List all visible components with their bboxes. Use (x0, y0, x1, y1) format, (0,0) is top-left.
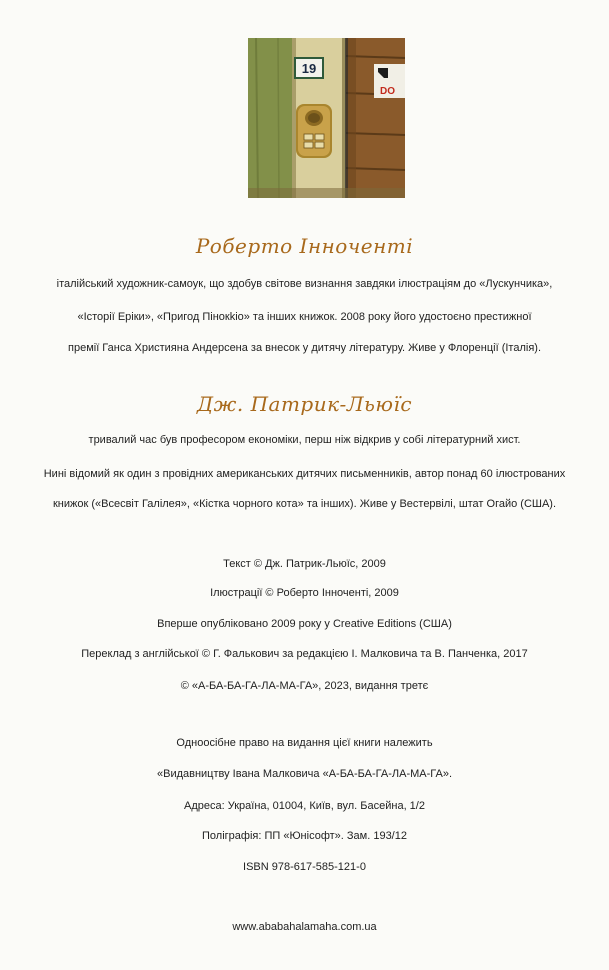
publisher-address: Адреса: Україна, 01004, Київ, вул. Басейна, 1/2 (184, 800, 425, 812)
printing-info: Поліграфія: ПП «Юнісофт». Зам. 193/12 (202, 830, 407, 842)
author1-bio-line-3: премії Ганса Християна Андерсена за внесок у дитячу літературу. Живе у Флоренції (Італія). (68, 342, 541, 354)
credit-illustrations: Ілюстрації © Роберто Інноченті, 2009 (210, 587, 399, 599)
sign-text: DO (380, 86, 395, 97)
credit-publisher: © «А-БА-БА-ГА-ЛА-МА-ГА», 2023, видання третє (180, 680, 429, 692)
author2-bio-line-1: тривалий час був професором економіки, перш ніж відкрив у собі літературний хист. (88, 434, 521, 446)
credit-first-published: Вперше опубліковано 2009 року у Creative Editions (США) (157, 618, 452, 630)
house-number: 19 (301, 61, 317, 76)
author1-bio-line-2: «Історії Еріки», «Пригод Пінокkio» та інших книжок. 2008 року його удостоєно престижної (77, 311, 532, 323)
isbn: ISBN 978-617-585-121-0 (243, 861, 366, 873)
rights-publisher: «Видавництву Івана Малковича «А-БА-БА-ГА-ЛА-МА-ГА». (156, 768, 452, 780)
door-illustration (248, 38, 405, 198)
author1-bio-line-1: італійський художник-самоук, що здобув світове визнання завдяки ілюстраціям до «Лускунчика», (56, 278, 553, 290)
credit-translation: Переклад з англійської © Г. Фалькович за редакцією І. Малковича та В. Панченка, 2017 (81, 648, 528, 660)
author1-name: Роберто Інноченті (195, 234, 414, 258)
credit-text: Текст © Дж. Патрик-Льюїс, 2009 (223, 558, 386, 570)
author2-name: Дж. Патрик-Льюїс (196, 392, 413, 416)
author2-bio-line-2: Нині відомий як один з провідних американських дитячих письменників, автор понад 60 ілюстрованих (43, 468, 566, 480)
illustration-photo (248, 38, 405, 198)
website-link[interactable]: www.ababahalamaha.com.ua (232, 921, 377, 933)
author2-bio-line-3: книжок («Всесвіт Галілея», «Кістка чорного кота» та інших). Живе у Вестервілі, штат Огайо (США). (52, 498, 557, 510)
rights-statement: Одноосібне право на видання цієї книги належить (176, 737, 433, 749)
